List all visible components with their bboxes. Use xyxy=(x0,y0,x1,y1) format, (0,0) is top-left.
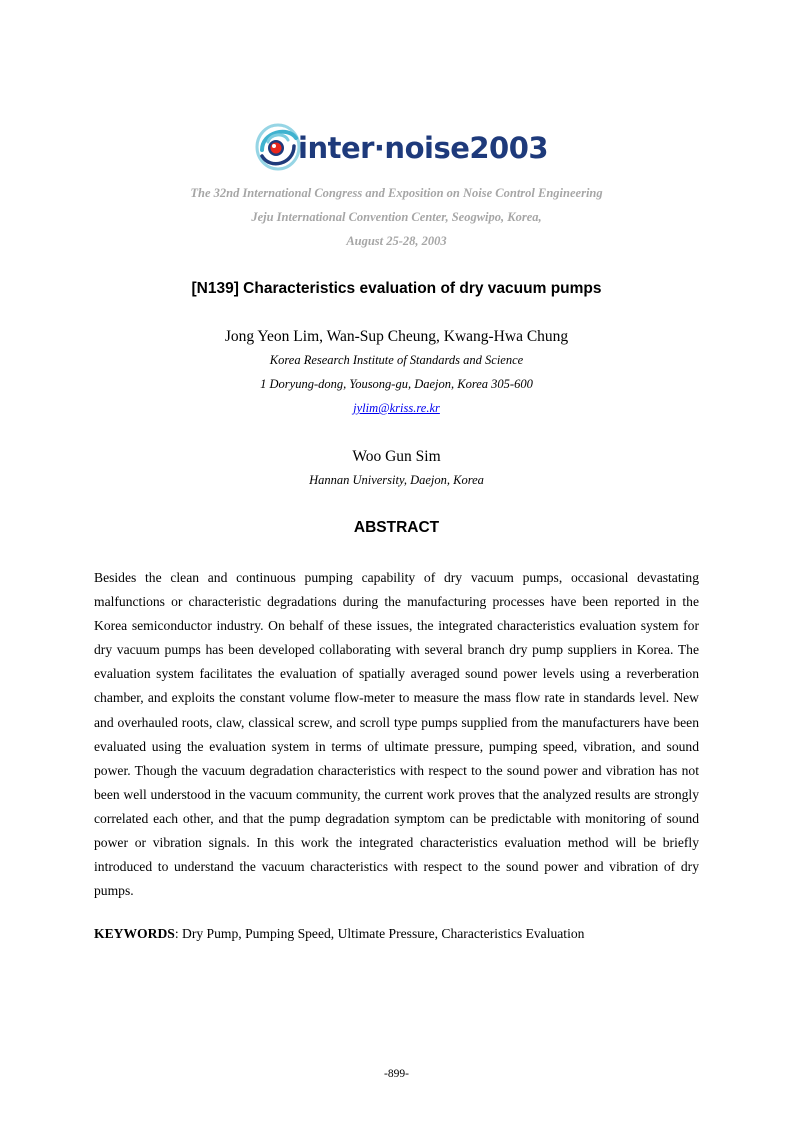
author-email-line xyxy=(0,401,793,416)
logo-wordmark: inter·noise2003 xyxy=(298,131,549,165)
author-email-link[interactable]: jylim@kriss.re.kr xyxy=(353,401,440,415)
conference-venue: Jeju International Convention Center, Seogwipo, Korea, xyxy=(251,210,542,224)
conference-dates: August 25-28, 2003 xyxy=(346,234,447,248)
keywords-label: KEYWORDS xyxy=(94,926,175,941)
paper-title: [N139] Characteristics evaluation of dry vacuum pumps xyxy=(191,280,602,297)
conference-logo xyxy=(254,120,554,176)
second-author-institution: Hannan University, Daejon, Korea xyxy=(309,473,484,487)
keywords-list: : Dry Pump, Pumping Speed, Ultimate Pressure, Characteristics Evaluation xyxy=(174,926,585,941)
abstract-body: Besides the clean and continuous pumping capability of dry vacuum pumps, occasional devastating malfunctions or characteristic degradations during the manufacturing processes have been reported in the Korea semiconductor industry. On behalf of these issues, the integrated characteristics evaluation system for dry vacuum pumps has been developed collaborating with several branch dry pump suppliers in Korea. The evaluation system facilitates the evaluation of spatially averaged sound power levels using a reverberation chamber, and exploits the constant volume flow-meter to measure the mass flow rate in standards level. New and overhauled roots, claw, classical screw, and scroll type pumps supplied from the manufacturers have been evaluated using the evaluation system in terms of ultimate pressure, pumping speed, vibration, and sound power. Though the vacuum degradation characteristics with respect to the sound power and vibration has not been well understood in the vacuum community, the current work proves that the analyzed results are strongly correlated each other, and that the pump degradation symptom can be predictable with monitoring of sound power or vibration signals. In this work the integrated characteristics evaluation method will be briefly introduced to understand the vacuum characteristics with respect to the sound power and vibration of dry pumps. xyxy=(94,570,699,899)
abstract-heading: ABSTRACT xyxy=(353,519,440,536)
second-author-name: Woo Gun Sim xyxy=(352,448,441,465)
keywords-line xyxy=(94,926,699,942)
author-institution: Korea Research Institute of Standards and Science xyxy=(269,353,524,367)
swirl-icon xyxy=(254,120,302,176)
conference-name: The 32nd International Congress and Exposition on Noise Control Engineering xyxy=(190,186,603,200)
author-names: Jong Yeon Lim, Wan-Sup Cheung, Kwang-Hwa Chung xyxy=(224,328,569,345)
page-number: -899- xyxy=(384,1068,409,1080)
author-address: 1 Doryung-dong, Yousong-gu, Daejon, Korea 305-600 xyxy=(260,377,533,391)
